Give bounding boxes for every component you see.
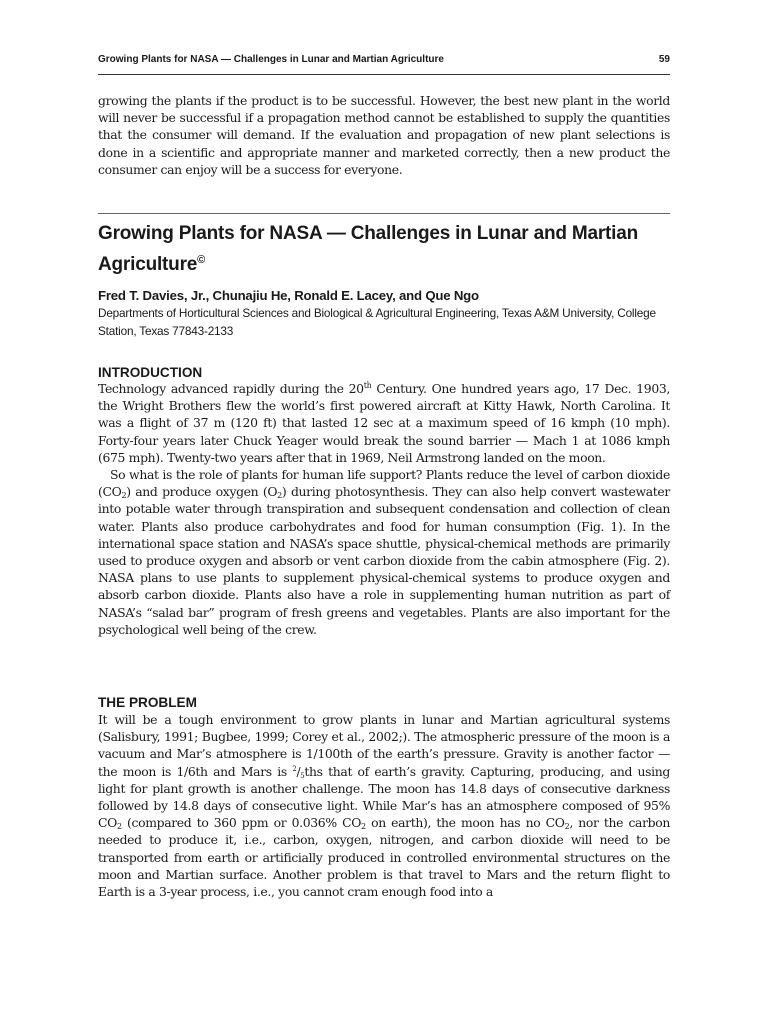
copyright-mark: ©: [197, 254, 206, 266]
header-rule: [98, 74, 670, 75]
text-run: , nor the carbon needed to produce it, i.e., carbon, oxygen, nitrogen, and carbon dioxide will need to be transported from earth or artificially produced in controlled environmental structures on the moon and Martian surface. Another problem is that travel to Mars and the return flight to Earth is a 3-year process, i.e., you cannot cram enough food into a: [98, 815, 670, 900]
text-run: ) and produce oxygen (O: [126, 484, 278, 500]
subscript: 2: [116, 822, 122, 832]
article-title-text: Growing Plants for NASA — Challenges in Lunar and Martian Agriculture: [98, 223, 639, 275]
running-header: [98, 54, 670, 65]
author-list: Fred T. Davies, Jr., Chunajiu He, Ronald E. Lacey, and Que Ngo: [98, 288, 479, 303]
problem-paragraph: [98, 711, 670, 900]
introduction-heading: INTRODUCTION: [98, 365, 203, 380]
subscript: 2: [277, 491, 282, 501]
continued-paragraph: growing the plants if the product is to be successful. However, the best new plant in the world will never be successful if a propagation method cannot be established to supply the quantities that the consumer will demand. If the evaluation and propagation of new plant selections is done in a scientific and appropriate manner and marketed correctly, then a new product the consumer can enjoy will be a success for everyone.: [98, 93, 670, 177]
problem-heading: THE PROBLEM: [98, 695, 197, 710]
text-run: ths that of earth’s gravity. Capturing, producing, and using light for plant growth is another challenge. The moon has 14.8 days of consecutive darkness followed by 14.8 days of consecutive light. While Mar’s has an atmosphere composed of 95% CO: [98, 763, 670, 831]
fraction: $^2/_5$: [292, 763, 305, 780]
introduction-body: [98, 380, 670, 638]
text-run: Technology advanced rapidly during the 20: [98, 381, 364, 396]
introduction-paragraph-1: [98, 380, 670, 466]
fraction-numerator: 2: [292, 764, 297, 773]
text-run: So what is the role of plants for human life support? Plants reduce the level of carbon dioxide (CO: [98, 467, 670, 500]
subscript: 2: [564, 822, 570, 832]
text-run: It will be a tough environment to grow plants in lunar and Martian agricultural systems (Salisbury, 1991; Bugbee, 1999; Corey et al., 2002;). The atmospheric pressure of the moon is a vacuum and Mar’s atmosphere is 1/100th of the earth’s pressure. Gravity is another factor — the moon is 1/6th and Mars is: [98, 712, 670, 779]
subscript: 2: [121, 491, 127, 501]
section-divider: [98, 213, 670, 214]
author-affiliation: Departments of Horticultural Sciences and Biological & Agricultural Engineering, Texas A&M University, College Station, Texas 77843-2133: [98, 306, 656, 338]
text-run: Century. One hundred years ago, 17 Dec. 1903, the Wright Brothers flew the world’s first powered aircraft at Kitty Hawk, North Carolina. It was a flight of 37 m (120 ft) that lasted 12 sec at a maximum speed of 16 kmph (10 mph). Forty-four years later Chuck Yeager would break the sound barrier — Mach 1 at 1086 kmph (675 mph). Twenty-two years after that in 1969, Neil Armstrong landed on the moon.: [98, 381, 670, 465]
problem-body: [98, 711, 670, 900]
fraction-denominator: 5: [300, 771, 305, 780]
introduction-paragraph-2: [98, 466, 670, 638]
text-run: ) during photosynthesis. They can also help convert wastewater into potable water through transpiration and subsequent condensation and collection of clean water. Plants also produce carbohydrates and food for human consumption (Fig. 1). In the international space station and NASA’s space shuttle, physical-chemical methods are primarily used to produce oxygen and absorb or vent carbon dioxide from the cabin atmosphere (Fig. 2). NASA plans to use plants to supplement physical-chemical systems to produce oxygen and absorb carbon dioxide. Plants also have a role in supplementing human nutrition as part of NASA’s “salad bar” program of fresh greens and vegetables. Plants are also important for the psychological well being of the crew.: [98, 484, 670, 637]
article-title: [98, 218, 670, 280]
text-run: on earth), the moon has no CO: [365, 815, 565, 831]
superscript: th: [363, 380, 372, 390]
running-title: Growing Plants for NASA — Challenges in Lunar and Martian Agriculture: [98, 54, 444, 65]
subscript: 2: [361, 822, 366, 832]
text-run: (compared to 360 ppm or 0.036% CO: [121, 815, 362, 831]
page-number: 59: [658, 54, 670, 65]
